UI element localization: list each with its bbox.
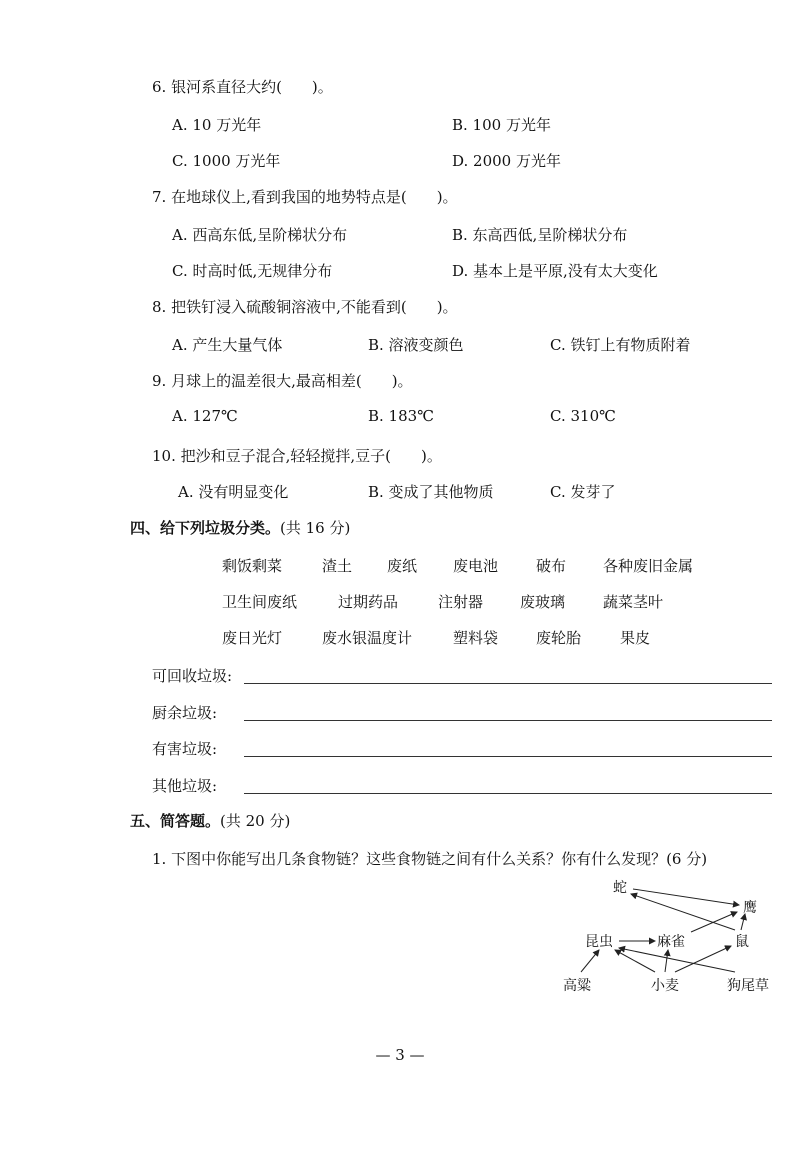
q6-option-a: A. 10 万光年 <box>172 116 262 134</box>
waste-word: 蔬菜茎叶 <box>603 593 664 611</box>
q7-option-d: D. 基本上是平原,没有太大变化 <box>452 262 658 280</box>
arrow-snake-eagle <box>633 889 739 905</box>
arrow-wheat-sparrow <box>665 950 668 972</box>
question-8-stem: 8. 把铁钉浸入硫酸铜溶液中,不能看到( )。 <box>152 298 458 316</box>
arrow-sorghum-insect <box>581 950 599 972</box>
q8-option-b: B. 溶液变颜色 <box>368 336 464 354</box>
recyclable-label: 可回收垃圾: <box>152 667 233 685</box>
recyclable-answer-line[interactable] <box>244 683 772 684</box>
q6-option-d: D. 2000 万光年 <box>452 152 561 170</box>
kitchen-waste-label: 厨余垃圾: <box>152 704 218 722</box>
q10-option-c: C. 发芽了 <box>550 483 616 501</box>
q10-option-a: A. 没有明显变化 <box>178 483 289 501</box>
hazardous-waste-label: 有害垃圾: <box>152 740 218 758</box>
question-6-stem: 6. 银河系直径大约( )。 <box>152 78 333 96</box>
section-5-title: 五、简答题。 <box>130 812 221 830</box>
waste-word: 各种废旧金属 <box>603 557 694 575</box>
node-insect: 昆虫 <box>585 934 613 950</box>
section-5-question-1: 1. 下图中你能写出几条食物链？这些食物链之间有什么关系？你有什么发现？(6 分) <box>152 850 708 868</box>
q6-option-b: B. 100 万光年 <box>452 116 551 134</box>
waste-word: 废水银温度计 <box>322 629 413 647</box>
q10-option-b: B. 变成了其他物质 <box>368 483 494 501</box>
question-7-stem: 7. 在地球仪上,看到我国的地势特点是( )。 <box>152 188 458 206</box>
waste-word: 破布 <box>536 557 567 575</box>
node-sparrow: 麻雀 <box>657 934 685 950</box>
kitchen-waste-answer-line[interactable] <box>244 720 772 721</box>
question-9-stem: 9. 月球上的温差很大,最高相差( )。 <box>152 372 413 390</box>
node-snake: 蛇 <box>613 880 627 896</box>
waste-word: 果皮 <box>620 629 651 647</box>
waste-word: 卫生间废纸 <box>222 593 298 611</box>
food-web-diagram <box>555 872 785 1000</box>
section-5-heading <box>130 810 290 831</box>
waste-word: 废日光灯 <box>222 629 283 647</box>
waste-word: 渣土 <box>322 557 353 575</box>
arrow-foxtail-insect <box>619 948 735 972</box>
q9-option-b: B. 183℃ <box>368 407 434 425</box>
waste-word: 剩饭剩菜 <box>222 557 283 575</box>
section-4-title: 四、给下列垃圾分类。 <box>130 519 281 537</box>
q7-option-c: C. 时高时低,无规律分布 <box>172 262 333 280</box>
node-mouse: 鼠 <box>735 934 749 950</box>
node-wheat: 小麦 <box>651 978 679 994</box>
node-sorghum: 高粱 <box>563 978 591 994</box>
question-10-stem: 10. 把沙和豆子混合,轻轻搅拌,豆子( )。 <box>152 447 442 465</box>
arrow-sparrow-eagle <box>691 912 737 932</box>
other-waste-label: 其他垃圾: <box>152 777 218 795</box>
other-waste-answer-line[interactable] <box>244 793 772 794</box>
arrow-mouse-snake <box>631 894 735 930</box>
q9-option-a: A. 127℃ <box>172 407 238 425</box>
arrow-wheat-insect <box>615 950 655 972</box>
waste-word: 塑料袋 <box>453 629 499 647</box>
food-web-arrows <box>581 889 745 972</box>
q8-option-a: A. 产生大量气体 <box>172 336 283 354</box>
q8-option-c: C. 铁钉上有物质附着 <box>550 336 691 354</box>
waste-word: 废轮胎 <box>536 629 582 647</box>
section-4-heading <box>130 517 350 538</box>
page-number: — 3 — <box>375 1046 425 1064</box>
q7-option-b: B. 东高西低,呈阶梯状分布 <box>452 226 628 244</box>
q6-option-c: C. 1000 万光年 <box>172 152 281 170</box>
q9-option-c: C. 310℃ <box>550 407 616 425</box>
arrow-mouse-eagle <box>741 914 745 930</box>
waste-word: 废电池 <box>453 557 499 575</box>
section-4-score: (共 16 分) <box>280 519 351 537</box>
node-foxtail: 狗尾草 <box>727 978 769 994</box>
waste-word: 废玻璃 <box>520 593 566 611</box>
node-eagle: 鹰 <box>743 900 757 916</box>
q7-option-a: A. 西高东低,呈阶梯状分布 <box>172 226 348 244</box>
waste-word: 注射器 <box>438 593 484 611</box>
section-5-score: (共 20 分) <box>220 812 291 830</box>
waste-word: 废纸 <box>387 557 418 575</box>
waste-word: 过期药品 <box>338 593 399 611</box>
hazardous-waste-answer-line[interactable] <box>244 756 772 757</box>
